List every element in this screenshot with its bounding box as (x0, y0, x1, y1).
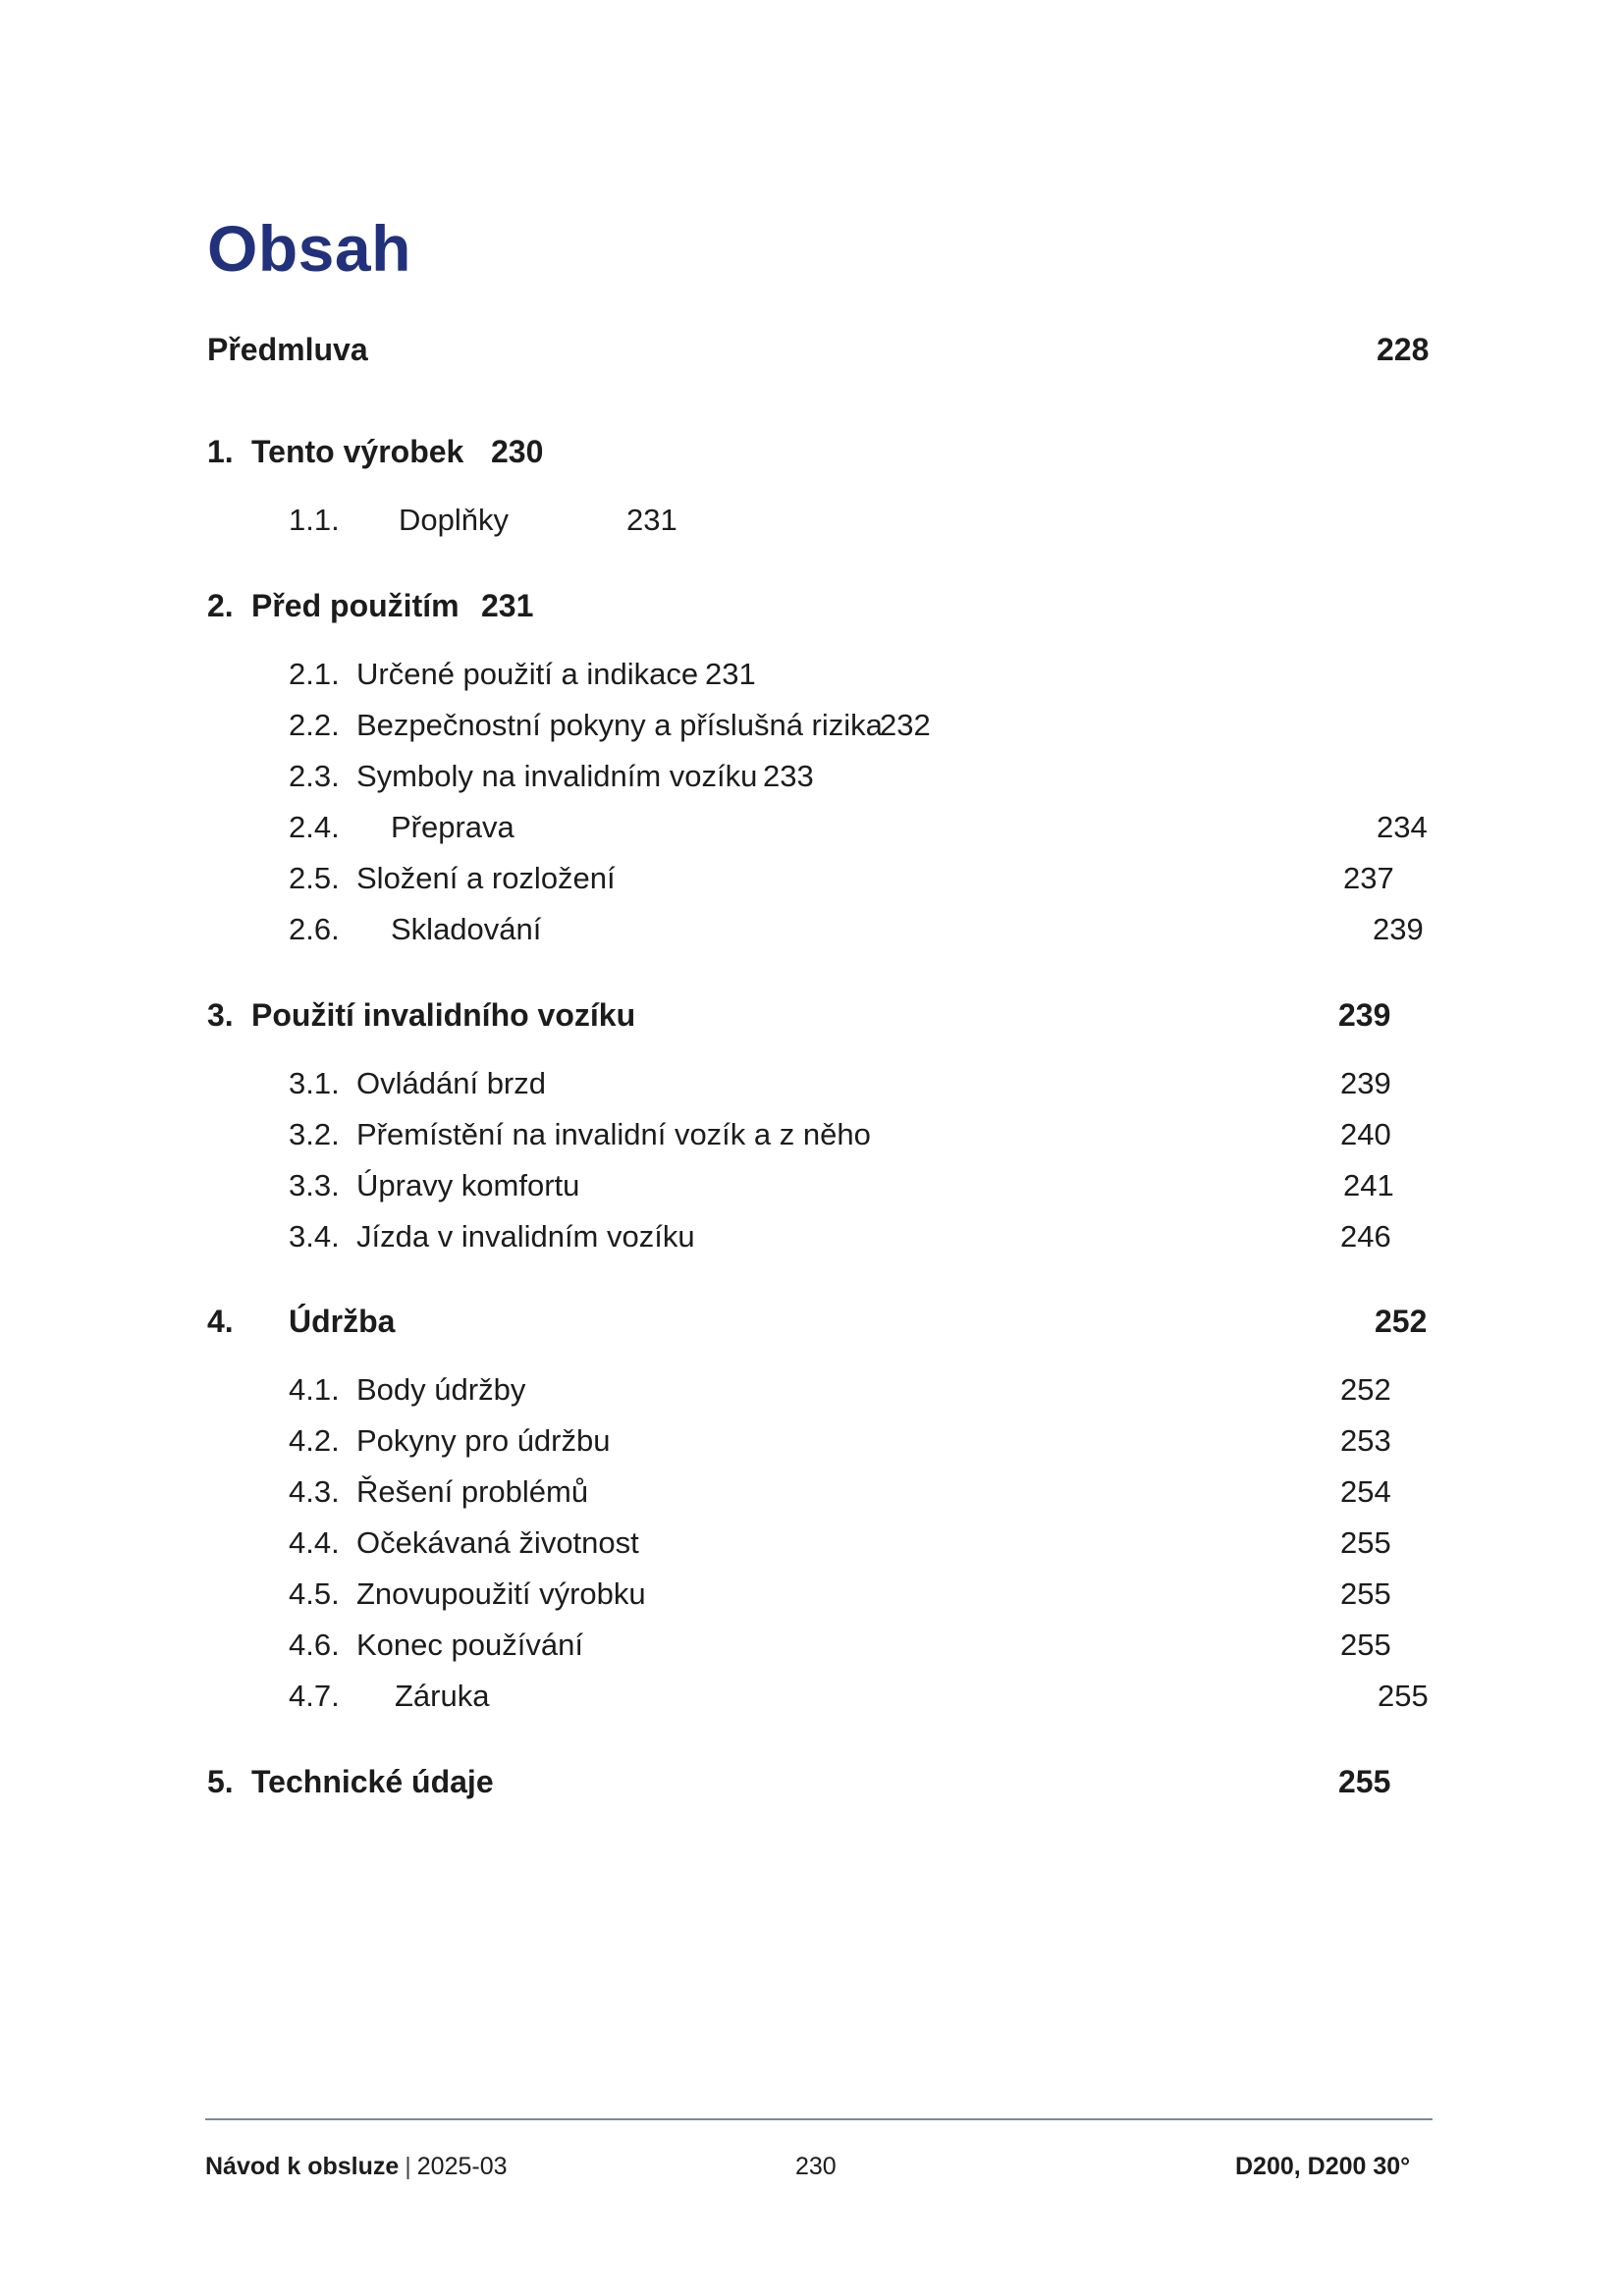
toc-page: 228 (1377, 332, 1430, 367)
toc-number: 2.2. (289, 708, 340, 742)
toc-page: 231 (705, 657, 756, 691)
toc-number: 3. (207, 997, 234, 1033)
toc-number: 4.5. (289, 1576, 340, 1611)
toc-number: 3.3. (289, 1168, 340, 1202)
toc-label: Úpravy komfortu (356, 1168, 580, 1202)
toc-number: 4.6. (289, 1628, 340, 1662)
toc-number: 4.7. (289, 1679, 340, 1713)
toc-label: Přeprava (391, 810, 514, 844)
toc-number: 4.1. (289, 1372, 340, 1407)
toc-page: 239 (1340, 1066, 1391, 1100)
toc-label: Údržba (289, 1304, 396, 1339)
toc-label: Body údržby (356, 1372, 526, 1407)
toc-label: Bezpečnostní pokyny a příslušná rizika (356, 708, 883, 742)
toc-number: 2.5. (289, 861, 340, 895)
toc-number: 1. (207, 434, 234, 469)
toc-number: 5. (207, 1764, 234, 1799)
toc-label: Očekávaná životnost (356, 1525, 639, 1560)
footer-left (205, 2153, 508, 2181)
toc-number: 3.2. (289, 1117, 340, 1151)
toc-label: Před použitím (251, 588, 460, 623)
toc-page: 255 (1378, 1679, 1429, 1713)
toc-page: 237 (1343, 861, 1394, 895)
toc-number: 4. (207, 1304, 234, 1339)
toc-page: 239 (1373, 912, 1424, 946)
toc-page: 234 (1377, 810, 1428, 844)
toc-page: 232 (880, 708, 931, 742)
toc-number: 2. (207, 588, 234, 623)
toc-page: 231 (626, 503, 677, 537)
footer-doc-title: Návod k obsluze (205, 2153, 400, 2180)
toc-number: 1.1. (289, 503, 340, 537)
toc-page: 252 (1340, 1372, 1391, 1407)
toc-label: Určené použití a indikace (356, 657, 699, 691)
toc-label: Technické údaje (251, 1764, 494, 1799)
toc-number: 2.4. (289, 810, 340, 844)
toc-page: 255 (1340, 1628, 1391, 1662)
toc-label: Pokyny pro údržbu (356, 1423, 611, 1458)
footer-separator: | (405, 2153, 411, 2180)
toc-number: 2.1. (289, 657, 340, 691)
toc-page: 239 (1338, 997, 1391, 1033)
toc-page: 252 (1375, 1304, 1428, 1339)
toc-page: 240 (1340, 1117, 1391, 1151)
toc-label: Tento výrobek (251, 434, 464, 469)
toc-page: 230 (491, 434, 544, 469)
toc-page: 241 (1343, 1168, 1394, 1202)
toc-label: Znovupoužití výrobku (356, 1576, 646, 1611)
toc-label: Řešení problémů (356, 1474, 589, 1509)
toc-page: 255 (1338, 1764, 1391, 1799)
toc-label: Použití invalidního vozíku (251, 997, 636, 1033)
toc-label: Symboly na invalidním vozíku (356, 759, 758, 793)
footer-models: D200, D200 30° (1235, 2153, 1411, 2180)
toc-number: 2.6. (289, 912, 340, 946)
toc-number: 4.3. (289, 1474, 340, 1509)
toc-page: 233 (763, 759, 814, 793)
toc-page: 253 (1340, 1423, 1391, 1458)
page-title: Obsah (207, 212, 411, 285)
toc-number: 4.2. (289, 1423, 340, 1458)
toc-label: Složení a rozložení (356, 861, 616, 895)
toc-number: 4.4. (289, 1525, 340, 1560)
toc-label: Ovládání brzd (356, 1066, 546, 1100)
footer-divider (205, 2118, 1433, 2120)
toc-number: 3.4. (289, 1219, 340, 1254)
toc-page: 255 (1340, 1525, 1391, 1560)
toc-label: Jízda v invalidním vozíku (356, 1219, 695, 1254)
toc-label: Konec používání (356, 1628, 583, 1662)
toc-page: 231 (481, 588, 534, 623)
toc-label: Předmluva (207, 332, 368, 367)
toc-label: Doplňky (399, 503, 509, 537)
toc-page: 254 (1340, 1474, 1391, 1509)
toc-number: 2.3. (289, 759, 340, 793)
toc-page: 246 (1340, 1219, 1391, 1254)
toc-label: Přemístění na invalidní vozík a z něho (356, 1117, 871, 1151)
toc-label: Záruka (395, 1679, 490, 1713)
footer-page-number: 230 (795, 2153, 837, 2180)
toc-number: 3.1. (289, 1066, 340, 1100)
toc-label: Skladování (391, 912, 542, 946)
toc-page: 255 (1340, 1576, 1391, 1611)
footer-date: 2025-03 (416, 2153, 508, 2180)
